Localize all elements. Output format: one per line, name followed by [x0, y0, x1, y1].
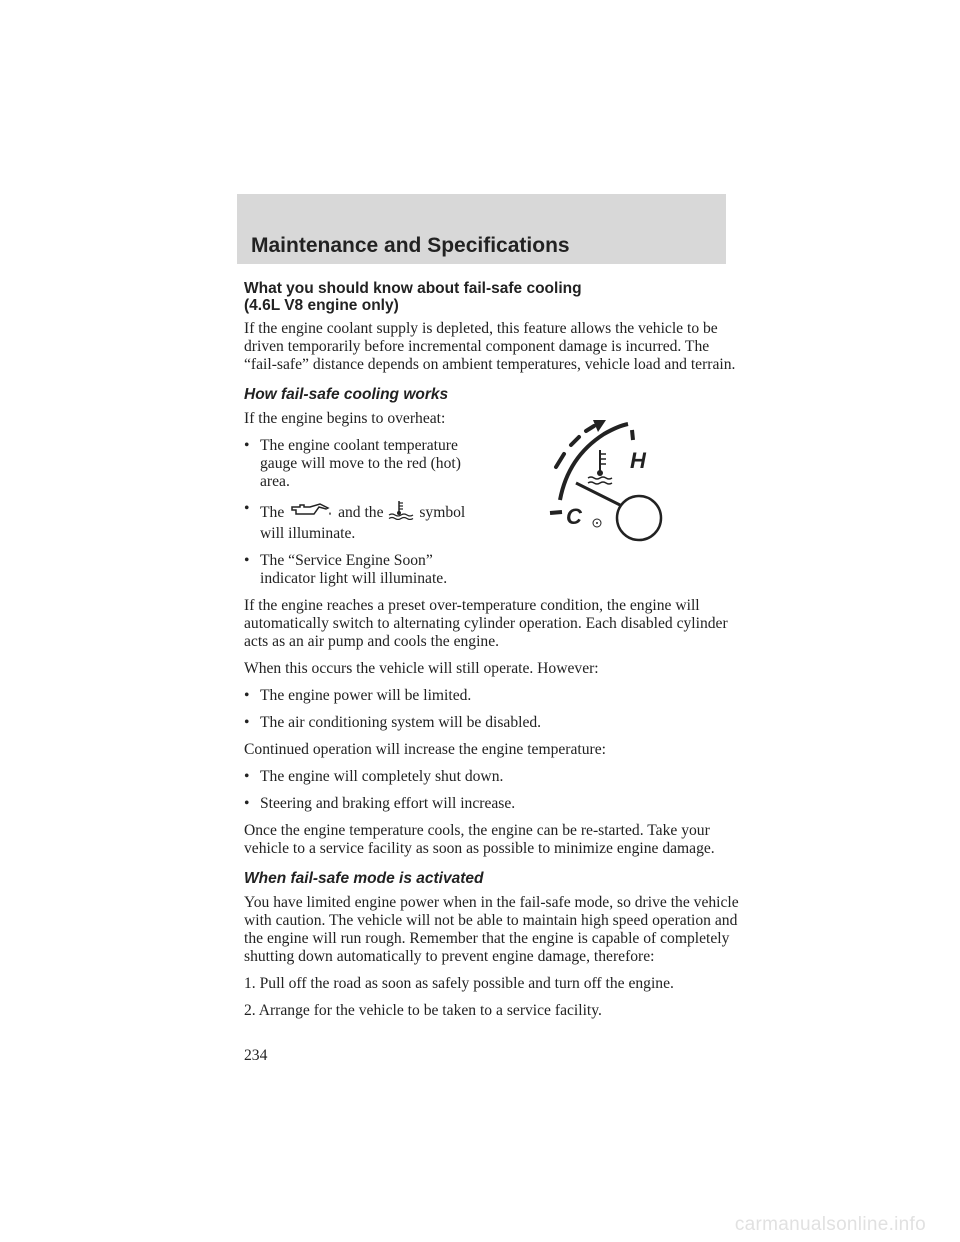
when-title: When fail-safe mode is activated — [244, 870, 484, 887]
watermark: carmanualsonline.info — [734, 1214, 926, 1235]
list-item — [244, 687, 744, 705]
bullet-text: The engine coolant temperature gauge will move to the red (hot) area. — [260, 437, 461, 490]
section-header-band — [237, 194, 726, 264]
bullet-text: and the — [338, 504, 384, 521]
list-item — [244, 714, 744, 732]
list-item — [244, 552, 488, 588]
bullet-dot: • — [244, 768, 250, 785]
gauge-hot-label: H — [630, 448, 646, 473]
bullet-text: The engine power will be limited. — [260, 687, 472, 704]
oil-can-icon — [288, 500, 334, 525]
how-lead: If the engine begins to overheat: — [244, 410, 446, 427]
paragraph: You have limited engine power when in the fail-safe mode, so drive the vehicle with caution. The vehicle will not be able to maintain high speed operation and the engine will run rough. Remember that the engine is capable of completely shutting down automatically to prevent engine damage, therefore: — [244, 894, 739, 965]
bullet-text: The air conditioning system will be disabled. — [260, 714, 542, 731]
bullet-text: The “Service Engine Soon” indicator light will illuminate. — [260, 552, 448, 587]
step: 2. Arrange for the vehicle to be taken to a service facility. — [244, 1002, 602, 1019]
section-title-line1: What you should know about fail-safe cooling — [244, 280, 582, 297]
paragraph: Once the engine temperature cools, the engine can be re-started. Take your vehicle to a service facility as soon as possible to minimize engine damage. — [244, 822, 715, 857]
how-title: How fail-safe cooling works — [244, 386, 449, 403]
list-item — [244, 500, 488, 543]
bullet-dot: • — [244, 795, 250, 812]
page-number: 234 — [244, 1047, 268, 1064]
bullet-dot: • — [244, 500, 250, 517]
bullet-dot: • — [244, 552, 250, 569]
section-title-line2: (4.6L V8 engine only) — [244, 297, 399, 314]
paragraph: Continued operation will increase the engine temperature: — [244, 741, 606, 758]
intro-paragraph: If the engine coolant supply is depleted, this feature allows the vehicle to be driven temporarily before incremental component damage is incurred. The “fail-safe” distance depends on ambient temperatures, vehicle load and terrain. — [244, 320, 736, 373]
list-item — [244, 437, 488, 491]
section-title — [244, 280, 744, 314]
list-item — [244, 768, 744, 786]
bullet-text: will illuminate. — [260, 525, 356, 542]
temperature-gauge-illustration — [538, 412, 668, 552]
bullet-text: symbol — [419, 504, 466, 521]
gauge-cold-label: C — [566, 504, 582, 529]
bullet-text: The engine will completely shut down. — [260, 768, 504, 785]
paragraph: When this occurs the vehicle will still operate. However: — [244, 660, 599, 677]
bullet-dot: • — [244, 437, 250, 454]
bullet-text: Steering and braking effort will increase. — [260, 795, 516, 812]
section-header-title: Maintenance and Specifications — [251, 234, 570, 257]
list-item — [244, 795, 744, 813]
bullet-dot: • — [244, 714, 250, 731]
coolant-symbol-icon — [588, 450, 612, 484]
bullet-text: The — [260, 504, 285, 521]
bullet-dot: • — [244, 687, 250, 704]
page-content — [244, 280, 744, 1029]
paragraph: If the engine reaches a preset over-temperature condition, the engine will automatically switch to alternating cylinder operation. Each disabled cylinder acts as an air pump and cools the engine. — [244, 597, 728, 650]
step: 1. Pull off the road as soon as safely possible and turn off the engine. — [244, 975, 674, 992]
coolant-temperature-icon — [387, 500, 415, 525]
